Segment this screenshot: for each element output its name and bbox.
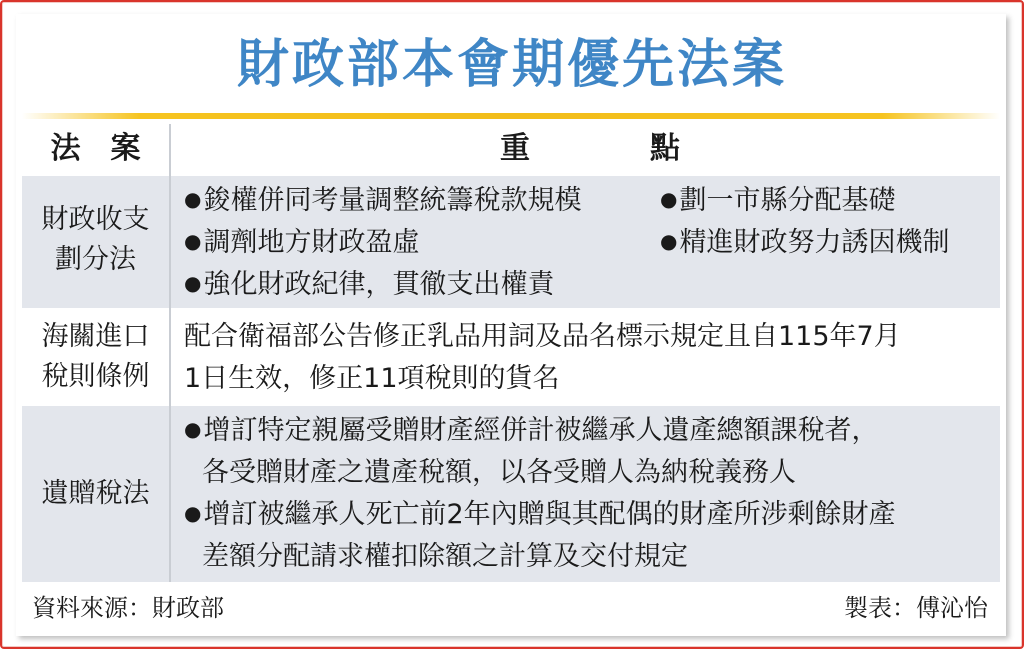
law-name-line: 稅則條例 bbox=[41, 361, 150, 392]
header-points: 重 點 bbox=[500, 131, 680, 166]
point-text: 差額分配請求權扣除額之計算及交付規定 bbox=[202, 541, 688, 572]
law-name bbox=[22, 474, 169, 514]
point-text: 增訂被繼承人死亡前2年內贈與其配偶的財產所涉剩餘財產 bbox=[203, 499, 896, 530]
title-underline bbox=[22, 113, 1000, 119]
bullet-icon: ● bbox=[660, 229, 678, 253]
point-text: 調劑地方財政盈虛 bbox=[203, 227, 420, 258]
list-item bbox=[184, 222, 419, 265]
points-cell bbox=[184, 180, 996, 306]
point-text: 鋑權併同考量調整統籌稅款規模 bbox=[203, 185, 582, 216]
law-name-line: 財政收支 bbox=[41, 204, 150, 235]
list-item bbox=[184, 410, 878, 453]
bullet-icon: ● bbox=[660, 187, 678, 211]
point-text: 精進財政努力誘因機制 bbox=[679, 227, 950, 258]
point-text: 增訂特定親屬受贈財產經併計被繼承人遺產總額課稅者， bbox=[203, 415, 879, 446]
body-text-line: 1日生效，修正11項稅則的貨名 bbox=[184, 363, 560, 394]
list-item bbox=[660, 180, 895, 223]
law-name-line: 劃分法 bbox=[55, 244, 136, 275]
body-text-line: 配合衛福部公告修正乳品用詞及品名標示規定且自115年7月 bbox=[184, 321, 901, 352]
point-text: 劃一市縣分配基礎 bbox=[679, 185, 896, 216]
list-item bbox=[660, 222, 949, 265]
maker-note: 製表：傅沁怡 bbox=[844, 594, 988, 622]
column-divider bbox=[169, 124, 171, 582]
points-cell bbox=[184, 316, 996, 400]
list-item-continuation bbox=[202, 452, 796, 494]
point-text: 各受贈財產之遺產稅額，以各受贈人為納稅義務人 bbox=[202, 457, 796, 488]
law-name-line: 遺贈稅法 bbox=[41, 478, 150, 509]
list-item-continuation bbox=[202, 536, 688, 578]
source-note: 資料來源：財政部 bbox=[32, 594, 224, 622]
bullet-icon: ● bbox=[184, 229, 202, 253]
bullet-icon: ● bbox=[184, 271, 202, 295]
law-name bbox=[22, 317, 169, 397]
page-title: 財政部本會期優先法案 bbox=[236, 35, 787, 95]
law-name bbox=[22, 200, 169, 280]
list-item bbox=[184, 494, 896, 537]
list-item bbox=[184, 180, 581, 223]
law-name-line: 海關進口 bbox=[41, 321, 150, 352]
bullet-icon: ● bbox=[184, 501, 202, 525]
bullet-icon: ● bbox=[184, 187, 202, 211]
bullet-icon: ● bbox=[184, 417, 202, 441]
point-text: 強化財政紀律，貫徹支出權責 bbox=[203, 269, 555, 300]
list-item bbox=[184, 264, 554, 307]
header-law: 法 案 bbox=[50, 131, 141, 166]
